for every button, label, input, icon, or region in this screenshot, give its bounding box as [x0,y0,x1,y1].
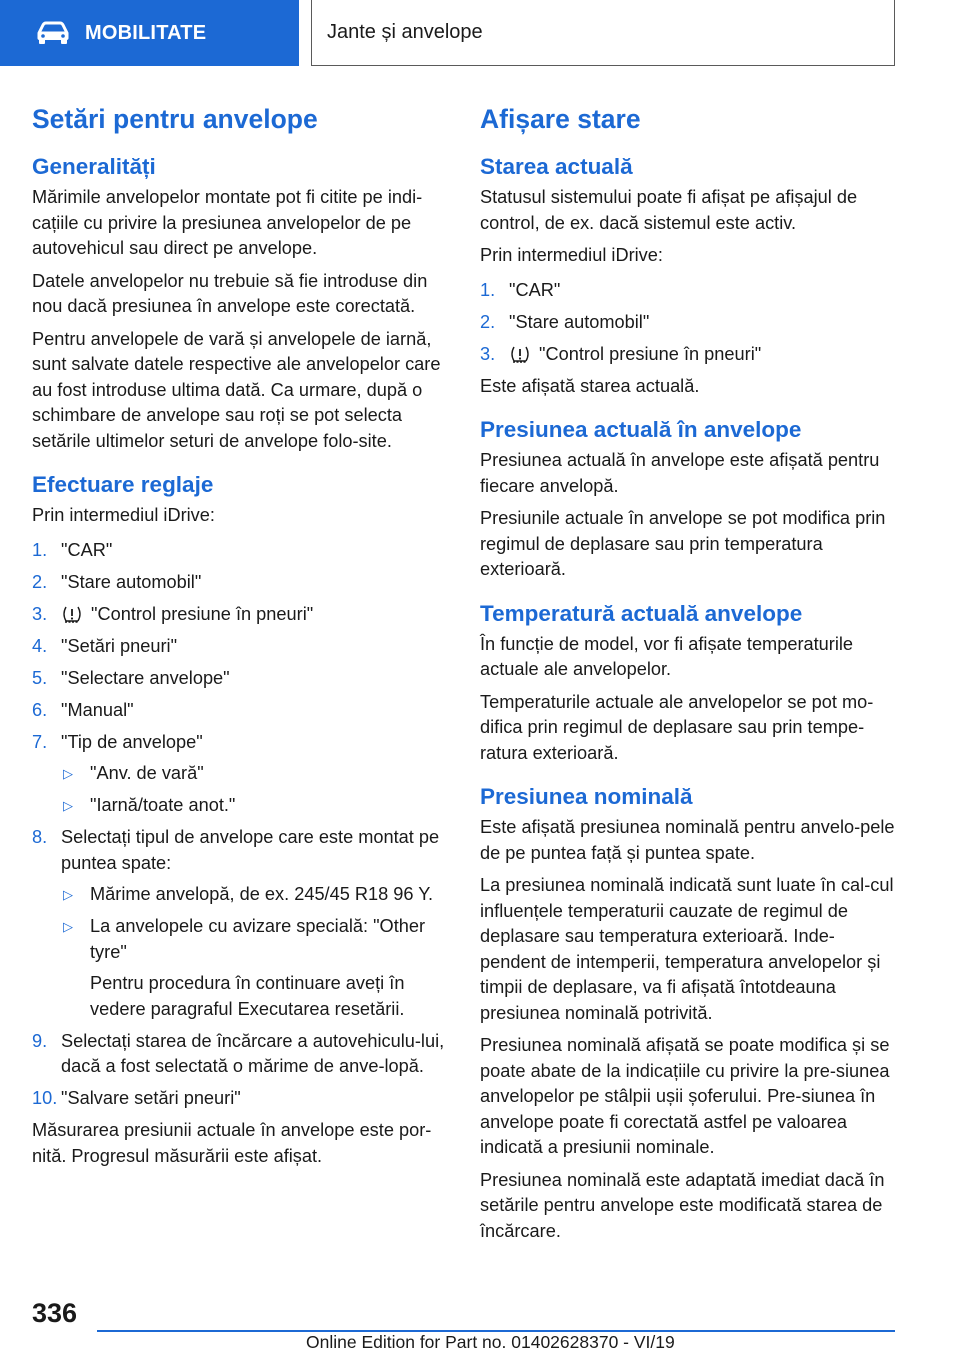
current-temp-paragraph-1: În funcție de model, vor fi afișate temperaturile actuale ale anvelopelor. [480,633,854,679]
nominal-pressure-heading: Presiunea nominală [480,784,693,809]
adjust-intro: Prin intermediul iDrive: [32,505,215,525]
list-item: 2. "Stare automobil" [480,311,650,332]
tire-type-options [61,761,450,819]
list-item: ▷ "Anv. de vară" [61,761,450,787]
general-paragraph-3: Pentru anvelopele de vară și anvelopele de iarnă, sunt salvate datele respective ale anvelopelor care au fost introduse ultima dată. Ca urmare, după o schimbare de anvelope sau roți se pot selecta setările ultimelor seturi de anvelope folo‐site. [32,328,441,451]
current-pressure-paragraph-1: Presiunea actuală în anvelope este afișată pentru fiecare anvelopă. [480,450,880,496]
adjust-steps [32,538,450,1112]
chapter-box [311,0,895,66]
current-state-paragraph: Statusul sistemului poate fi afișat pe afișajul de control, de ex. dacă sistemul este activ. [480,187,858,233]
list-item: 9. Selectați starea de încărcare a autovehiculu‐lui, dacă a fost selectată o mărime de anve‐lopă. [32,1030,445,1076]
current-state-heading: Starea actuală [480,154,633,179]
list-item: 4. "Setări pneuri" [32,635,178,656]
list-item: 8. Selectați tipul de anvelope care este montat pe puntea spate: ▷ Mărime anvelopă, de ex. 245/45 R18 96 Y. ▷ La anvelopele cu avizare specială: "Other tyre" Pentru procedura în continuare aveți în vedere paragraful Executarea resetării. [32,825,450,1022]
nominal-paragraph-4: Presiunea nominală este adaptată imediat dacă în setările pentru anvelope este modificată starea de încărcare. [480,1169,885,1241]
current-temp-heading: Temperatură actuală anvelope [480,600,803,626]
right-column [480,100,898,1244]
list-item: 7. "Tip de anvelope" ▷ "Anv. de vară" ▷ "Iarnă/toate anot." [32,730,450,819]
list-item: ▷ La anvelopele cu avizare specială: "Other tyre" Pentru procedura în continuare aveți în vedere paragraful Executarea resetării. [61,914,450,1022]
list-item: 1. "CAR" [480,279,561,300]
general-paragraph-2: Datele anvelopelor nu trebuie să fie introduse din nou dacă presiunea în anvelope este corectată. [32,270,428,316]
tire-pressure-icon [61,605,83,623]
triangle-bullet-icon: ▷ [63,919,73,934]
tire-size-options [61,882,450,1022]
edition-text: Online Edition for Part no. 01402628370 - VI/19 [306,1332,675,1352]
general-paragraph-1: Mărimile anvelopelor montate pot fi citite pe indi‐cațiile cu privire la presiunea anvelopelor de pe autovehicul sau direct pe anvelope. [32,187,423,258]
nominal-paragraph-1: Este afișată presiunea nominală pentru anvelo‐pele de pe puntea față și puntea spate. [480,817,895,863]
list-item: 10. "Salvare setări pneuri" [32,1088,241,1108]
left-column [32,100,450,1169]
list-item: ▷ Mărime anvelopă, de ex. 245/45 R18 96 Y. [61,882,450,908]
list-item: 2. "Stare automobil" [32,571,202,592]
adjust-heading: Efectuare reglaje [32,472,214,497]
section-label: MOBILITATE [85,21,207,44]
tire-pressure-icon [509,345,531,363]
current-state-steps [480,278,898,368]
general-heading: Generalități [32,154,156,179]
list-item: 6. "Manual" [32,699,134,720]
reset-note: Pentru procedura în continuare aveți în vedere paragraful Executarea resetării. [90,973,405,1019]
list-item: 5. "Selectare anvelope" [32,667,230,688]
list-item: 3. "Control presiune în pneuri" [32,603,314,624]
list-item: ▷ "Iarnă/toate anot." [61,793,450,819]
chapter-label: Jante și anvelope [327,21,483,43]
nominal-paragraph-3: Presiunea nominală afișată se poate modifica și se poate abate de la indicațiile cu privire la pre‐siunea anvelopelor pe stâlpii ușii șoferului. Pre‐siunea în anvelope poate fi corectată astfel pe valoarea indicată a presiunii nominale. [480,1035,890,1157]
triangle-bullet-icon: ▷ [63,766,73,781]
car-icon [36,21,70,45]
page-header [0,0,960,66]
status-display-title: Afișare stare [480,104,641,134]
adjust-outro: Măsurarea presiunii actuale în anvelope este por‐nită. Progresul măsurării este afișat. [32,1120,432,1166]
current-pressure-paragraph-2: Presiunile actuale în anvelope se pot modifica prin regimul de deplasare sau prin temperatura exterioară. [480,508,886,579]
current-state-intro: Prin intermediul iDrive: [480,245,663,265]
page-number: 336 [32,1298,78,1328]
current-temp-paragraph-2: Temperaturile actuale ale anvelopelor se pot mo‐difica prin regimul de deplasare sau prin tempe‐ratura exterioară. [480,691,874,763]
triangle-bullet-icon: ▷ [63,798,73,813]
list-item: 1. "CAR" [32,539,113,560]
page-footer [0,1290,960,1362]
triangle-bullet-icon: ▷ [63,887,73,902]
nominal-paragraph-2: La presiunea nominală indicată sunt luate în cal‐cul influențele temperaturii cauzate de regimul de deplasare sau temperatura exterioară. Inde‐pendent de intemperii, temperatura anvelopelor și timpii de deplasare, va fi afișată întotdeauna presiunea nominală potrivită. [480,875,894,1023]
current-state-outro: Este afișată starea actuală. [480,375,700,396]
list-item: 3. "Control presiune în pneuri" [480,343,762,364]
section-tab [0,0,299,66]
tire-settings-title: Setări pentru anvelope [32,104,318,134]
current-pressure-heading: Presiunea actuală în anvelope [480,417,802,442]
